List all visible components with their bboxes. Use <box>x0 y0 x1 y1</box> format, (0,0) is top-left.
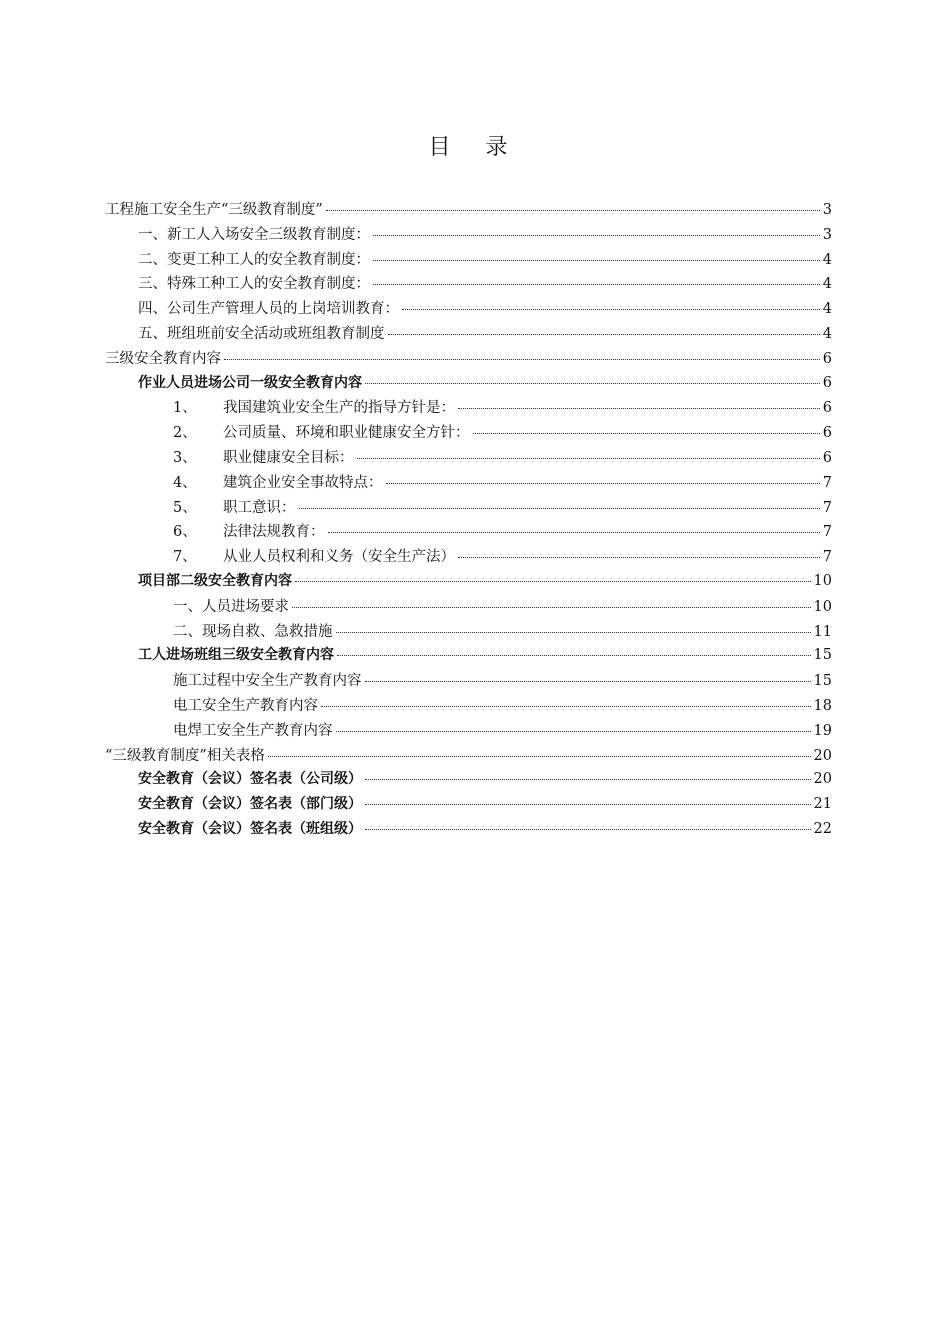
toc-entry-page: 3 <box>822 226 832 243</box>
toc-entry[interactable] <box>105 818 832 843</box>
toc-entry-page: 7 <box>822 474 832 491</box>
toc-entry-page: 6 <box>822 350 832 367</box>
toc-dot-leader <box>402 309 820 310</box>
toc-entry-page: 19 <box>813 722 832 739</box>
toc-entry-page: 4 <box>822 301 832 318</box>
toc-entry-title: 二、现场自救、急救措施 <box>173 623 333 640</box>
toc-entry-title: 安全教育（会议）签名表（班组级） <box>138 820 362 837</box>
toc-dot-leader <box>373 235 820 236</box>
toc-dot-leader <box>458 557 820 558</box>
toc-entry[interactable] <box>105 446 832 471</box>
toc-entry[interactable] <box>105 421 832 446</box>
toc-entry-title: 五、班组班前安全活动或班组教育制度 <box>138 325 385 342</box>
toc-entry[interactable] <box>105 198 832 223</box>
table-of-contents <box>105 198 832 843</box>
toc-entry[interactable] <box>105 297 832 322</box>
toc-entry-page: 4 <box>822 325 832 342</box>
toc-dot-leader <box>326 210 820 211</box>
toc-entry-page: 4 <box>822 251 832 268</box>
toc-dot-leader <box>388 334 820 335</box>
toc-entry-page: 15 <box>813 673 832 690</box>
toc-entry-number: 1、 <box>173 400 197 417</box>
toc-entry-title: 一、新工人入场安全三级教育制度： <box>138 226 370 243</box>
toc-dot-leader <box>224 359 820 360</box>
toc-dot-leader <box>357 458 820 459</box>
toc-entry-number: 3、 <box>173 449 197 466</box>
page-title: 目 录 <box>428 135 522 160</box>
toc-dot-leader <box>386 483 820 484</box>
toc-entry-title: 我国建筑业安全生产的指导方针是： <box>223 400 455 417</box>
toc-dot-leader <box>373 260 820 261</box>
toc-entry[interactable] <box>105 372 832 397</box>
toc-entry-title: 法律法规教育： <box>223 524 325 541</box>
toc-entry[interactable] <box>105 669 832 694</box>
toc-entry-page: 4 <box>822 276 832 293</box>
toc-entry[interactable] <box>105 248 832 273</box>
toc-entry[interactable] <box>105 570 832 595</box>
toc-entry-title: 作业人员进场公司一级安全教育内容 <box>138 374 362 391</box>
toc-entry-page: 20 <box>813 747 832 764</box>
toc-entry-title: 三、特殊工种工人的安全教育制度： <box>138 276 370 293</box>
toc-entry-title: 一、人员进场要求 <box>173 598 289 615</box>
toc-entry[interactable] <box>105 793 832 818</box>
toc-dot-leader <box>458 408 820 409</box>
toc-entry[interactable] <box>105 272 832 297</box>
toc-entry-number: 5、 <box>173 499 197 516</box>
toc-entry-number: 2、 <box>173 425 197 442</box>
toc-entry[interactable] <box>105 223 832 248</box>
toc-entry-title: 电工安全生产教育内容 <box>173 697 318 714</box>
toc-entry-page: 3 <box>822 202 832 218</box>
toc-entry-title: 工人进场班组三级安全教育内容 <box>138 647 334 664</box>
toc-entry-page: 21 <box>813 796 832 813</box>
toc-entry[interactable] <box>105 620 832 645</box>
toc-dot-leader <box>299 508 820 509</box>
toc-entry-page: 20 <box>813 771 832 788</box>
toc-entry-title: 建筑企业安全事故特点： <box>223 474 383 491</box>
toc-entry-page: 10 <box>813 572 832 589</box>
toc-entry[interactable] <box>105 520 832 545</box>
toc-entry-title: 电焊工安全生产教育内容 <box>173 722 333 739</box>
toc-dot-leader <box>292 607 811 608</box>
toc-dot-leader <box>365 804 811 805</box>
toc-entry[interactable] <box>105 719 832 744</box>
toc-entry[interactable] <box>105 595 832 620</box>
toc-dot-leader <box>365 681 811 682</box>
toc-entry[interactable] <box>105 396 832 421</box>
toc-entry-title: 职业健康安全目标： <box>223 449 354 466</box>
toc-entry-title: 工程施工安全生产“三级教育制度” <box>105 202 323 218</box>
toc-entry[interactable] <box>105 768 832 793</box>
toc-entry-page: 6 <box>822 425 832 442</box>
toc-dot-leader <box>365 829 811 830</box>
toc-dot-leader <box>337 655 811 656</box>
toc-dot-leader <box>336 632 811 633</box>
toc-entry-title: 安全教育（会议）签名表（公司级） <box>138 771 362 788</box>
toc-entry-page: 18 <box>813 697 832 714</box>
toc-entry-page: 11 <box>813 623 832 640</box>
toc-entry-page: 6 <box>822 374 832 391</box>
toc-entry-title: 二、变更工种工人的安全教育制度： <box>138 251 370 268</box>
toc-entry-title: 从业人员权利和义务（安全生产法） <box>223 549 455 566</box>
toc-dot-leader <box>336 731 811 732</box>
toc-entry[interactable] <box>105 744 832 769</box>
toc-entry-number: 7、 <box>173 549 197 566</box>
toc-entry-page: 7 <box>822 549 832 566</box>
toc-dot-leader <box>295 581 811 582</box>
toc-entry[interactable] <box>105 644 832 669</box>
toc-entry-title: 职工意识： <box>223 499 296 516</box>
toc-entry-page: 6 <box>822 449 832 466</box>
toc-entry-page: 6 <box>822 400 832 417</box>
toc-entry-page: 7 <box>822 499 832 516</box>
toc-dot-leader <box>473 433 820 434</box>
toc-entry-page: 22 <box>813 820 832 837</box>
toc-entry-page: 15 <box>813 647 832 664</box>
toc-dot-leader <box>321 706 811 707</box>
toc-entry[interactable] <box>105 347 832 372</box>
toc-entry-title: 施工过程中安全生产教育内容 <box>173 673 362 690</box>
toc-dot-leader <box>365 383 820 384</box>
toc-entry-title: 公司质量、环境和职业健康安全方针： <box>223 425 470 442</box>
toc-entry[interactable] <box>105 694 832 719</box>
toc-entry-title: 项目部二级安全教育内容 <box>138 572 292 589</box>
toc-entry-title: 安全教育（会议）签名表（部门级） <box>138 796 362 813</box>
toc-entry[interactable] <box>105 322 832 347</box>
toc-dot-leader <box>328 532 820 533</box>
toc-entry-title: 三级安全教育内容 <box>105 350 221 367</box>
toc-entry-number: 6、 <box>173 524 197 541</box>
toc-entry-number: 4、 <box>173 474 197 491</box>
toc-entry[interactable] <box>105 545 832 570</box>
toc-dot-leader <box>373 284 820 285</box>
toc-dot-leader <box>365 779 811 780</box>
toc-entry[interactable] <box>105 471 832 496</box>
toc-dot-leader <box>268 756 811 757</box>
toc-entry-title: 四、公司生产管理人员的上岗培训教育： <box>138 301 399 318</box>
toc-entry-page: 10 <box>813 598 832 615</box>
toc-entry-title: “三级教育制度”相关表格 <box>105 747 265 764</box>
toc-entry-page: 7 <box>822 524 832 541</box>
toc-entry[interactable] <box>105 496 832 521</box>
